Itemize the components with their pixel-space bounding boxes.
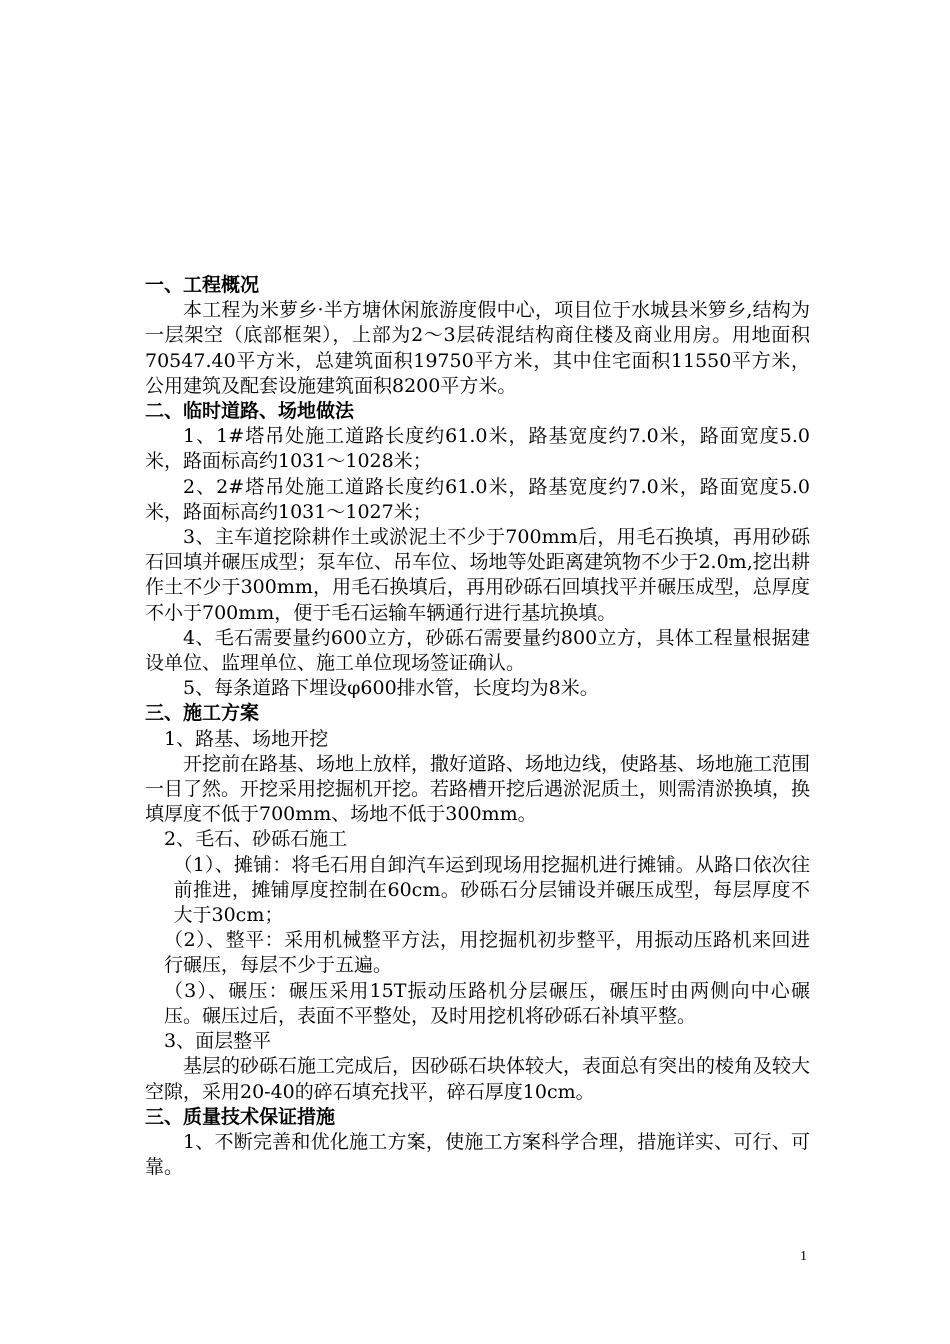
roads-item-3: 3、主车道挖除耕作土或淤泥土不少于700mm后，用毛石换填，再用砂砾石回填并碾压成型；泵车位、吊车位、场地等处距离建筑物不少于2.0m,挖出耕作土不少于300mm，用毛石换填后，再用砂砾石回填找平并碾压成型，总厚度不小于700mm，便于毛石运输车辆通行进行基坑换填。	[145, 526, 810, 624]
plan-stone-item-2: （2）、整平：采用机械整平方法，用挖掘机初步整平，用振动压路机来回进行碾压，每层不少于五遍。	[164, 929, 810, 977]
page-number: 1	[800, 1249, 807, 1264]
plan-excavation-paragraph: 开挖前在路基、场地上放样，撒好道路、场地边线，使路基、场地施工范围一目了然。开挖采用挖掘机开挖。若路槽开挖后遇淤泥质土，则需清淤换填，换填厚度不低于700mm、场地不低于300mm。	[145, 752, 811, 826]
quality-item-1: 1、不断完善和优化施工方案，使施工方案科学合理，措施详实、可行、可靠。	[145, 1130, 810, 1179]
plan-subheading-excavation: 1、路基、场地开挖	[164, 727, 329, 750]
overview-paragraph: 本工程为米萝乡·半方塘休闲旅游度假中心，项目位于水城县米箩乡,结构为一层架空（底部框架），上部为2～3层砖混结构商住楼及商业用房。用地面积70547.40平方米，总建筑面积19750平方米，其中住宅面积11550平方米，公用建筑及配套设施建筑面积8200平方米。	[145, 299, 810, 397]
section-heading-overview: 一、工程概况	[145, 274, 260, 296]
plan-stone-item-3: （3）、碾压：碾压采用15T振动压路机分层碾压，碾压时由两侧向中心碾压。碾压过后，表面不平整处，及时用挖机将砂砾石补填平整。	[164, 979, 810, 1027]
plan-subheading-surface: 3、面层整平	[164, 1030, 272, 1053]
plan-surface-paragraph: 基层的砂砾石施工完成后，因砂砾石块体较大，表面总有突出的棱角及较大空隙，采用20-40的碎石填充找平，碎石厚度10cm。	[145, 1055, 811, 1103]
roads-item-4: 4、毛石需要量约600立方，砂砾石需要量约800立方，具体工程量根据建设单位、监理单位、施工单位现场签证确认。	[145, 626, 810, 675]
section-heading-plan: 三、施工方案	[145, 702, 260, 725]
roads-item-1: 1、1#塔吊处施工道路长度约61.0米，路基宽度约7.0米，路面宽度5.0米，路面标高约1031～1028米；	[145, 425, 810, 473]
plan-stone-item-1: （1）、摊铺：将毛石用自卸汽车运到现场用挖掘机进行摊铺。从路口依次往前推进，摊铺厚度控制在60cm。砂砾石分层铺设并碾压成型，每层厚度不大于30cm；	[173, 853, 810, 927]
roads-item-2: 2、2#塔吊处施工道路长度约61.0米，路基宽度约7.0米，路面宽度5.0米，路面标高约1031～1027米；	[145, 475, 810, 523]
roads-item-5: 5、每条道路下埋设φ600排水管，长度均为8米。	[183, 677, 599, 700]
section-heading-quality: 三、质量技术保证措施	[145, 1105, 336, 1128]
section-heading-roads: 二、临时道路、场地做法	[145, 400, 355, 423]
document-body	[145, 273, 810, 1180]
plan-subheading-stone: 2、毛石、砂砾石施工	[164, 828, 348, 851]
